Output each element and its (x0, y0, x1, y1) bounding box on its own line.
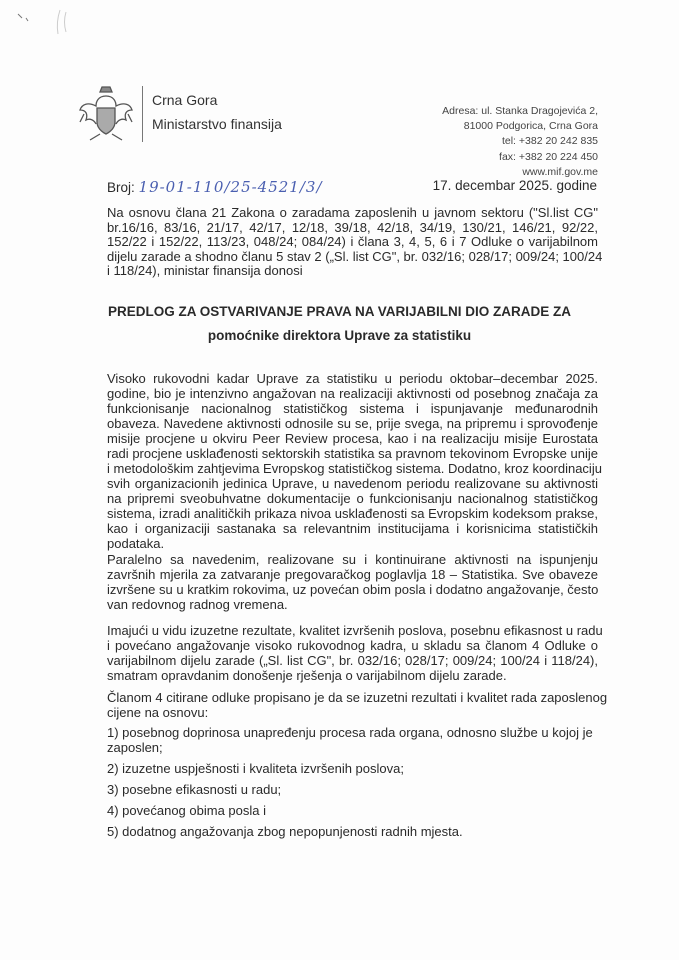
text-line: radi procjene usklađenosti sektorskih statistika sa pravnom tekovinom Evropske unije (107, 446, 598, 461)
text-line: misije procjene u okviru Peer Review procesa, kao i na realizaciju misije Eurostata (107, 431, 598, 446)
ministry-name: Ministarstvo finansija (152, 116, 282, 132)
handwritten-reference-number: 19-01-110/25-4521/3/ (138, 178, 323, 196)
reference-label: Broj: (107, 180, 135, 195)
text-line: van redovnog radnog vremena. (107, 597, 288, 612)
text-line: podataka. (107, 536, 165, 551)
text-line: i 118/24), ministar finansija donosi (107, 263, 303, 279)
text-line: završnih mjerila za zatvaranje pregovaračkog poglavlja 18 – Statistika. Sve obaveze (107, 567, 598, 582)
text-line: i metodološkim zahtjevima Evropskog statističkog sistema. Dodatno, kroz koordinaciju (107, 461, 602, 476)
fax-line: fax: +382 20 224 450 (499, 150, 598, 163)
document-subtitle: pomoćnike direktora Uprave za statistiku (207, 328, 472, 343)
criteria-item-2: 2) izuzetne uspješnosti i kvaliteta izvršenih poslova; (107, 761, 404, 776)
reference-number (107, 178, 323, 196)
criteria-item-5: 5) dodatnog angažovanja zbog nepopunjenosti radnih mjesta. (107, 824, 463, 839)
text-line: Paralelno sa navedenim, realizovane su i kontinuirane aktivnosti na ispunjenju (107, 552, 598, 567)
intro-paragraph (107, 205, 603, 279)
criteria-item-4: 4) povećanog obima posla i (107, 803, 266, 818)
text-line: 152/22 i 152/22, 113/23, 048/24; 084/24) i člana 3, 4, 5, 6 i 7 Odluke o varijabilnom (107, 234, 598, 250)
body-paragraph-4 (107, 690, 608, 720)
text-line: sistema, izradi analitičkih prikaza nivoa usklađenosti sa Evropskim kodeksom prakse, (107, 506, 598, 521)
address-line: 81000 Podgorica, Crna Gora (463, 120, 598, 133)
text-line: izvršene su u kratkim rokovima, uz povećan obim posla i dodatno angažovanje, često (107, 582, 599, 597)
coat-of-arms-logo (78, 84, 134, 144)
text-line: svih organizacionih jedinica Uprave, u navedenom periodu realizovane su aktivnosti (107, 476, 598, 491)
country-name: Crna Gora (152, 92, 218, 108)
text-line: obaveza. Navedene aktivnosti odnosile su se, prije svega, na pripremu i sprovođenje (107, 416, 598, 431)
website-line: www.mif.gov.me (522, 165, 598, 178)
text-line: funkcionisanje nacionalnog statističkog sistema i ispunjavanje međunarodnih (107, 401, 598, 416)
document-date: 17. decembar 2025. godine (432, 178, 597, 193)
text-line: na pripremi sveobuhvatne dokumentacije o funkcionisanju nacionalnog statističkog (107, 491, 598, 506)
text-line: 1) posebnog doprinosa unapređenju procesa rada organa, odnosno službe u kojoj je (107, 725, 593, 740)
body-paragraph-1 (107, 371, 602, 551)
criteria-item-3: 3) posebne efikasnosti u radu; (107, 782, 282, 797)
text-line: zaposlen; (107, 740, 163, 755)
address-line: Adresa: ul. Stanka Dragojevića 2, (442, 105, 598, 117)
text-line: br.16/16, 83/16, 21/17, 42/17, 12/18, 39/18, 42/18, 34/19, 130/21, 146/21, 92/22, (107, 219, 598, 235)
text-line: kao i organizaciji sastanaka sa relevantnim institucijama i korisnicima statističkih (107, 521, 598, 536)
criteria-item-1 (107, 725, 593, 755)
header-divider (142, 86, 143, 142)
text-line: smatram opravdanim donošenje rješenja o varijabilnom dijelu zarade. (107, 668, 507, 683)
text-line: Na osnovu člana 21 Zakona o zaradama zaposlenih u javnom sektoru ("Sl.list CG" (107, 205, 598, 220)
handwritten-mark (14, 8, 84, 38)
text-line: godine, bio je intenzivno angažovan na realizaciji aktivnosti od posebnog značaja za (107, 386, 598, 401)
text-line: i povećano angažovanje visoko rukovodnog kadra, u skladu sa članom 4 Odluke o (107, 638, 598, 653)
address-block (442, 104, 598, 180)
phone-line: tel: +382 20 242 835 (501, 135, 598, 148)
text-line: Visoko rukovodni kadar Uprave za statistiku u periodu oktobar–decembar 2025. (107, 371, 598, 386)
body-paragraph-2 (107, 552, 598, 612)
body-paragraph-3 (107, 623, 603, 683)
text-line: Imajući u vidu izuzetne rezultate, kvalitet izvršenih poslova, posebnu efikasnost u radu (107, 623, 603, 638)
text-line: dijelu zarade a shodno članu 5 stav 2 („Sl. list CG", br. 032/16; 028/17; 009/24; 100/24 (107, 248, 603, 264)
text-line: cijene na osnovu: (107, 705, 209, 720)
text-line: Članom 4 citirane odluke propisano je da se izuzetni rezultati i kvalitet rada zaposlenog (107, 690, 608, 705)
text-line: varijabilnom dijelu zarade („Sl. list CG", br. 032/16; 028/17; 009/24; 100/24 i 118/24), (107, 653, 598, 668)
document-title: PREDLOG ZA OSTVARIVANJE PRAVA NA VARIJABILNI DIO ZARADE ZA (107, 304, 572, 319)
